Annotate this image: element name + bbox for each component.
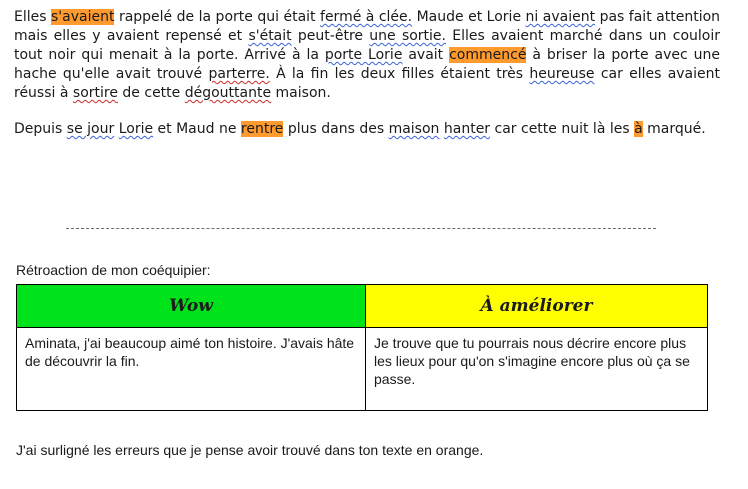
grammar-mark: maison	[388, 121, 440, 137]
feedback-label: Rétroaction de mon coéquipier:	[16, 262, 211, 278]
grammar-mark: s'était	[248, 28, 292, 44]
grammar-mark: une sortie.	[369, 28, 446, 44]
grammar-mark: fermé à clée.	[320, 9, 413, 25]
grammar-mark: hanter	[443, 121, 491, 137]
story-paragraph-2: Depuis se jour Lorie et Maud ne rentre plus dans des maison hanter car cette nuit là les à marqué.	[14, 121, 706, 137]
highlighted-error: s'avaient	[51, 9, 115, 25]
grammar-mark: se jour	[66, 121, 115, 137]
feedback-table	[16, 284, 708, 411]
story-text	[14, 8, 720, 139]
separator-line	[66, 228, 656, 229]
grammar-mark: ni avaient	[525, 9, 596, 25]
feedback-content-row	[17, 328, 708, 411]
improve-header: À améliorer	[366, 285, 708, 328]
grammar-mark: heureuse	[529, 66, 595, 82]
feedback-header-row	[17, 285, 708, 328]
grammar-mark: porte Lorie	[324, 47, 403, 63]
spelling-mark: sortire	[72, 85, 118, 101]
wow-header: Wow	[17, 285, 366, 328]
story-paragraph-1: Elles s'avaient rappelé de la porte qui était fermé à clée. Maude et Lorie ni avaient pas fait attention mais elles y avaient repensé et s'était peut-être une sortie. Elles avaient marché dans un couloir tout noir qui menait à la porte. Arrivé à la porte Lorie avait commencé à briser la porte avec une hache qu'elle avait trouvé parterre. À la fin les deux filles étaient très heureuse car elles avaient réussi à sortire de cette dégouttante maison.	[14, 9, 721, 101]
wow-comment: Aminata, j'ai beaucoup aimé ton histoire. J'avais hâte de découvrir la fin.	[17, 328, 366, 411]
highlighted-error: rentre	[240, 121, 284, 137]
spelling-mark: dégouttante	[184, 85, 272, 101]
highlighted-error: à	[634, 121, 643, 137]
footer-note: J'ai surligné les erreurs que je pense avoir trouvé dans ton texte en orange.	[16, 442, 484, 458]
improve-comment: Je trouve que tu pourrais nous décrire encore plus les lieux pour qu'on s'imagine encore plus où ça se passe.	[366, 328, 708, 411]
highlighted-error: commencé	[449, 47, 527, 63]
grammar-mark: Lorie	[118, 121, 154, 137]
spelling-mark: parterre.	[208, 66, 270, 82]
